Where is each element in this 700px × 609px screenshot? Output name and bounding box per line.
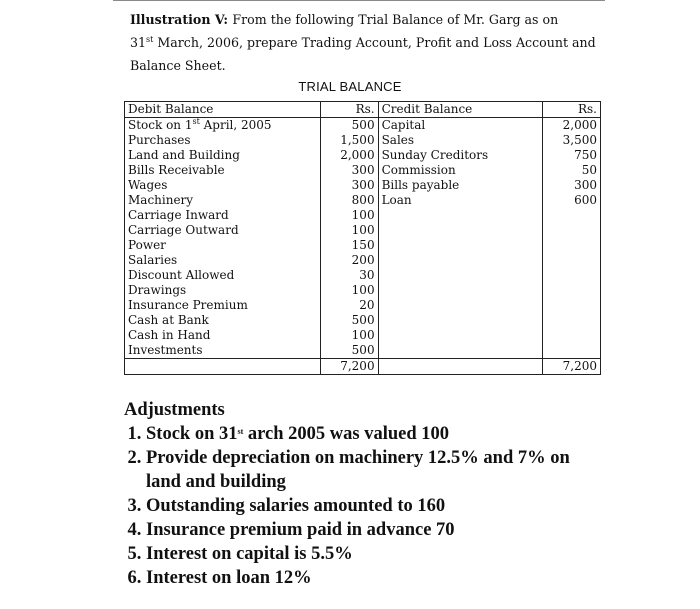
table-row [125,223,601,238]
debit-amount: 100 [320,283,378,298]
debit-amount: 100 [320,208,378,223]
trial-balance-title: TRIAL BALANCE [298,79,402,94]
debit-account: Carriage Outward [125,223,321,238]
credit-account: Commission [378,163,543,178]
table-row [125,298,601,313]
debit-account: Discount Allowed [125,268,321,283]
adjustment-item: 5. Interest on capital is 5.5% [146,542,684,566]
intro-day-sup: st [146,35,154,44]
trial-balance-table [124,101,601,375]
credit-account: Loan [378,193,543,208]
credit-account [378,223,543,238]
table-row [125,208,601,223]
debit-amount: 30 [320,268,378,283]
credit-account [378,238,543,253]
credit-amount [543,283,601,298]
table-row [125,193,601,208]
adjustment-item-text-rest: arch 2005 was valued 100 [243,424,450,444]
credit-account [378,328,543,343]
debit-account: Cash at Bank [125,313,321,328]
adjustment-item: 4. Insurance premium paid in advance 70 [146,518,684,542]
header-credit: Credit Balance [378,102,543,118]
credit-amount [543,298,601,313]
debit-account: Bills Receivable [125,163,321,178]
debit-amount: 500 [320,343,378,359]
illustration-sep: : [223,12,233,27]
adjustment-item: 6. Interest on loan 12% [146,566,684,590]
debit-account: Power [125,238,321,253]
credit-amount [543,343,601,359]
table-row [125,313,601,328]
debit-amount: 200 [320,253,378,268]
table-row [125,238,601,253]
debit-account-text-rest: April, 2005 [199,118,272,132]
table-row [125,148,601,163]
credit-account [378,268,543,283]
debit-amount: 100 [320,223,378,238]
credit-account [378,313,543,328]
debit-account: Salaries [125,253,321,268]
table-row [125,163,601,178]
adjustments-list [124,422,684,590]
debit-account: Land and Building [125,148,321,163]
intro-line-3: Balance Sheet. [130,58,226,73]
credit-amount: 750 [543,148,601,163]
credit-amount: 3,500 [543,133,601,148]
table-row [125,253,601,268]
intro-paragraph [130,8,600,77]
debit-account: Machinery [125,193,321,208]
adjustment-item-sup: st [237,427,244,436]
credit-amount [543,328,601,343]
adjustments-title: Adjustments [124,400,225,420]
adjustment-item-text: Provide depreciation on machinery 12.5% and 7% on [146,448,570,468]
adjustment-item: 3. Outstanding salaries amounted to 160 [146,494,684,518]
header-credit-rs: Rs. [543,102,601,118]
header-debit-rs: Rs. [320,102,378,118]
credit-account: Bills payable [378,178,543,193]
credit-account: Sales [378,133,543,148]
adjustment-item-text: Stock on 31 [146,424,238,444]
intro-line-2-text: March, 2006, prepare Trading Account, Profit and Loss Account and [153,35,596,50]
credit-amount: 2,000 [543,118,601,134]
top-rule [113,0,605,1]
debit-account: Cash in Hand [125,328,321,343]
illustration-label: Illustration V [130,12,224,27]
table-row [125,343,601,359]
credit-amount: 300 [543,178,601,193]
debit-amount: 2,000 [320,148,378,163]
debit-amount: 500 [320,313,378,328]
credit-amount [543,208,601,223]
table-row [125,283,601,298]
credit-account [378,208,543,223]
debit-account: Wages [125,178,321,193]
credit-amount [543,313,601,328]
table-row [125,133,601,148]
table-row [125,268,601,283]
table-row [125,328,601,343]
totals-row [125,359,601,375]
table-header-row [125,102,601,118]
debit-account: Carriage Inward [125,208,321,223]
debit-amount: 20 [320,298,378,313]
credit-account: Capital [378,118,543,134]
debit-account: Insurance Premium [125,298,321,313]
credit-account [378,253,543,268]
credit-account [378,298,543,313]
adjustments-section [124,398,684,590]
debit-account: Drawings [125,283,321,298]
credit-account [378,283,543,298]
intro-line-2 [130,31,600,54]
credit-amount: 50 [543,163,601,178]
intro-line-1 [130,8,600,31]
header-debit: Debit Balance [125,102,321,118]
debit-amount: 300 [320,178,378,193]
debit-amount: 100 [320,328,378,343]
credit-account: Sunday Creditors [378,148,543,163]
credit-total: 7,200 [543,359,601,375]
totals-blank-credit [378,359,543,375]
table-row [125,178,601,193]
debit-account: Purchases [125,133,321,148]
debit-amount: 1,500 [320,133,378,148]
intro-line-1-text: From the following Trial Balance of Mr. Garg as on [232,12,559,27]
credit-amount: 600 [543,193,601,208]
credit-amount [543,223,601,238]
credit-amount [543,238,601,253]
debit-amount: 150 [320,238,378,253]
debit-amount: 300 [320,163,378,178]
totals-blank-debit [125,359,321,375]
table-row [125,118,601,134]
debit-account: Investments [125,343,321,359]
debit-total: 7,200 [320,359,378,375]
debit-amount: 800 [320,193,378,208]
debit-amount: 500 [320,118,378,134]
adjustment-item-continuation: land and building [146,472,286,492]
credit-amount [543,268,601,283]
adjustment-item [146,422,684,446]
intro-day: 31 [130,35,147,50]
debit-account [125,118,321,134]
credit-amount [543,253,601,268]
adjustment-item [146,446,684,494]
debit-account-text: Stock on 1 [128,118,193,132]
credit-account [378,343,543,359]
debit-account-sup: st [192,117,200,126]
